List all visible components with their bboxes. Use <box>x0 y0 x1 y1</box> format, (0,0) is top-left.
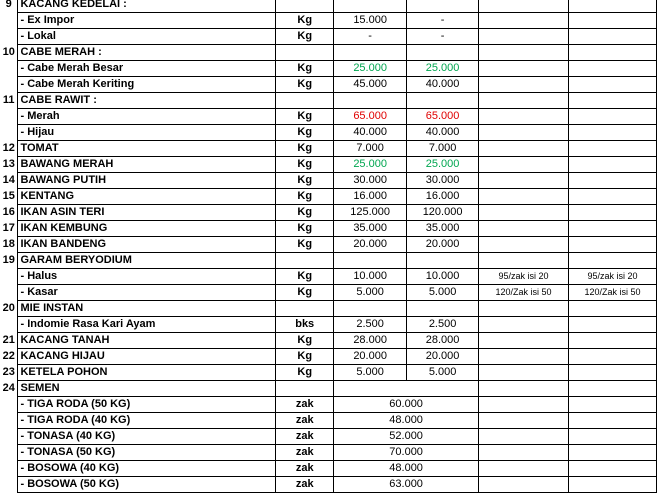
item-name-cell[interactable]: KETELA POHON <box>18 365 276 381</box>
table-row <box>0 269 657 285</box>
note-cell-2[interactable] <box>568 301 656 317</box>
price-cell-1[interactable]: 2.500 <box>334 317 407 333</box>
row-number-cell[interactable]: 11 <box>0 93 18 109</box>
row-number-cell[interactable]: 22 <box>0 349 18 365</box>
note-cell-2[interactable] <box>568 253 656 269</box>
note-cell-1[interactable] <box>479 413 569 429</box>
note-cell-1[interactable] <box>479 477 569 493</box>
price-cell-1[interactable]: 20.000 <box>334 237 407 253</box>
price-cell-1[interactable]: 25.000 <box>334 61 407 77</box>
note-cell-1[interactable]: 95/zak isi 20 <box>479 269 569 285</box>
item-name-cell[interactable]: - Cabe Merah Besar <box>18 61 276 77</box>
note-cell-2[interactable] <box>568 125 656 141</box>
row-number-cell[interactable] <box>0 125 18 141</box>
note-cell-1[interactable] <box>479 29 569 45</box>
table-row <box>0 253 657 269</box>
price-cell-2[interactable]: 5.000 <box>407 285 479 301</box>
item-name-cell[interactable]: MIE INSTAN <box>18 301 276 317</box>
unit-cell[interactable]: Kg <box>276 157 334 173</box>
price-cell-2[interactable]: 120.000 <box>407 205 479 221</box>
item-name-cell[interactable]: - Merah <box>18 109 276 125</box>
unit-cell[interactable]: Kg <box>276 285 334 301</box>
note-cell-1[interactable] <box>479 157 569 173</box>
unit-cell[interactable]: Kg <box>276 109 334 125</box>
note-cell-1[interactable] <box>479 461 569 477</box>
note-cell-2[interactable] <box>568 29 656 45</box>
unit-cell[interactable]: Kg <box>276 333 334 349</box>
note-cell-1[interactable] <box>479 445 569 461</box>
unit-cell[interactable] <box>276 253 334 269</box>
unit-cell[interactable]: Kg <box>276 141 334 157</box>
note-cell-2[interactable] <box>568 0 656 13</box>
table-row <box>0 285 657 301</box>
note-cell-1[interactable] <box>479 109 569 125</box>
row-number-cell[interactable]: 10 <box>0 45 18 61</box>
table-row <box>0 333 657 349</box>
table-row <box>0 221 657 237</box>
price-cell[interactable]: 52.000 <box>334 429 479 445</box>
note-cell-2[interactable] <box>568 189 656 205</box>
price-cell-1[interactable] <box>334 0 407 13</box>
note-cell-1[interactable] <box>479 301 569 317</box>
row-number-cell[interactable] <box>0 413 18 429</box>
unit-cell[interactable]: Kg <box>276 189 334 205</box>
item-name-cell[interactable]: CABE RAWIT : <box>18 93 276 109</box>
table-row <box>0 29 657 45</box>
table-row <box>0 413 657 429</box>
row-number-cell[interactable] <box>0 445 18 461</box>
price-cell-2[interactable]: 30.000 <box>407 173 479 189</box>
unit-cell[interactable] <box>276 93 334 109</box>
table-row <box>0 349 657 365</box>
row-number-cell[interactable]: 24 <box>0 381 18 397</box>
price-cell-2[interactable]: 65.000 <box>407 109 479 125</box>
item-name-cell[interactable]: - Indomie Rasa Kari Ayam <box>18 317 276 333</box>
note-cell-2[interactable] <box>568 109 656 125</box>
price-cell[interactable]: 48.000 <box>334 413 479 429</box>
price-cell-1[interactable]: 125.000 <box>334 205 407 221</box>
table-row <box>0 0 657 13</box>
table-row <box>0 461 657 477</box>
price-cell-1[interactable]: 65.000 <box>334 109 407 125</box>
item-name-cell[interactable]: - TONASA (40 KG) <box>18 429 276 445</box>
row-number-cell[interactable]: 19 <box>0 253 18 269</box>
note-cell-2[interactable] <box>568 381 656 397</box>
price-cell-1[interactable]: 40.000 <box>334 125 407 141</box>
item-name-cell[interactable]: KACANG KEDELAI : <box>18 0 276 13</box>
price-cell-2[interactable]: 7.000 <box>407 141 479 157</box>
table-row <box>0 477 657 493</box>
row-number-cell[interactable] <box>0 61 18 77</box>
table-row <box>0 77 657 93</box>
note-cell-2[interactable] <box>568 221 656 237</box>
item-name-cell[interactable]: - TIGA RODA (50 KG) <box>18 397 276 413</box>
note-cell-1[interactable] <box>479 429 569 445</box>
price-cell-2[interactable]: 25.000 <box>407 157 479 173</box>
unit-cell[interactable] <box>276 45 334 61</box>
note-cell-2[interactable] <box>568 173 656 189</box>
note-cell-1[interactable] <box>479 0 569 13</box>
note-cell-2[interactable] <box>568 141 656 157</box>
note-cell-2[interactable] <box>568 333 656 349</box>
table-row <box>0 61 657 77</box>
price-cell[interactable]: 63.000 <box>334 477 479 493</box>
table-row <box>0 397 657 413</box>
item-name-cell[interactable]: IKAN BANDENG <box>18 237 276 253</box>
price-cell-2[interactable]: 2.500 <box>407 317 479 333</box>
item-name-cell[interactable]: SEMEN <box>18 381 276 397</box>
price-cell[interactable]: 60.000 <box>334 397 479 413</box>
item-name-cell[interactable]: IKAN ASIN TERI <box>18 205 276 221</box>
item-name-cell[interactable]: - TONASA (50 KG) <box>18 445 276 461</box>
table-row <box>0 189 657 205</box>
note-cell-1[interactable] <box>479 317 569 333</box>
price-cell-1[interactable] <box>334 93 407 109</box>
table-row <box>0 93 657 109</box>
note-cell-1[interactable] <box>479 141 569 157</box>
note-cell-2[interactable] <box>568 397 656 413</box>
item-name-cell[interactable]: BAWANG PUTIH <box>18 173 276 189</box>
item-name-cell[interactable]: KACANG TANAH <box>18 333 276 349</box>
price-cell-1[interactable]: 30.000 <box>334 173 407 189</box>
price-cell-2[interactable]: 5.000 <box>407 365 479 381</box>
price-cell-1[interactable] <box>334 45 407 61</box>
row-number-cell[interactable]: 13 <box>0 157 18 173</box>
unit-cell[interactable]: Kg <box>276 173 334 189</box>
item-name-cell[interactable]: - TIGA RODA (40 KG) <box>18 413 276 429</box>
unit-cell[interactable]: Kg <box>276 205 334 221</box>
row-number-cell[interactable]: 12 <box>0 141 18 157</box>
item-name-cell[interactable]: - Lokal <box>18 29 276 45</box>
unit-cell[interactable]: zak <box>276 429 334 445</box>
note-cell-2[interactable] <box>568 77 656 93</box>
item-name-cell[interactable]: GARAM BERYODIUM <box>18 253 276 269</box>
price-cell-1[interactable]: 35.000 <box>334 221 407 237</box>
price-cell-1[interactable]: 15.000 <box>334 13 407 29</box>
item-name-cell[interactable]: - Halus <box>18 269 276 285</box>
table-row <box>0 365 657 381</box>
table-row <box>0 445 657 461</box>
price-cell-1[interactable]: 45.000 <box>334 77 407 93</box>
note-cell-1[interactable] <box>479 205 569 221</box>
price-cell-1[interactable]: 28.000 <box>334 333 407 349</box>
note-cell-2[interactable] <box>568 413 656 429</box>
note-cell-2[interactable] <box>568 461 656 477</box>
price-cell-2[interactable]: 40.000 <box>407 125 479 141</box>
price-cell-1[interactable] <box>334 301 407 317</box>
price-cell-1[interactable] <box>334 253 407 269</box>
item-name-cell[interactable]: - BOSOWA (50 KG) <box>18 477 276 493</box>
row-number-cell[interactable] <box>0 429 18 445</box>
price-cell-2[interactable]: 40.000 <box>407 77 479 93</box>
unit-cell[interactable]: Kg <box>276 61 334 77</box>
price-cell-2[interactable]: - <box>407 29 479 45</box>
price-cell-1[interactable]: 25.000 <box>334 157 407 173</box>
price-cell-1[interactable]: 10.000 <box>334 269 407 285</box>
row-number-cell[interactable] <box>0 13 18 29</box>
row-number-cell[interactable]: 18 <box>0 237 18 253</box>
unit-cell[interactable] <box>276 381 334 397</box>
note-cell-1[interactable] <box>479 61 569 77</box>
note-cell-2[interactable] <box>568 157 656 173</box>
row-number-cell[interactable]: 16 <box>0 205 18 221</box>
price-cell-2[interactable]: 20.000 <box>407 237 479 253</box>
unit-cell[interactable] <box>276 0 334 13</box>
price-cell-1[interactable]: 16.000 <box>334 189 407 205</box>
unit-cell[interactable]: Kg <box>276 125 334 141</box>
note-cell-1[interactable]: 120/Zak isi 50 <box>479 285 569 301</box>
item-name-cell[interactable]: - Hijau <box>18 125 276 141</box>
unit-cell[interactable]: Kg <box>276 365 334 381</box>
row-number-cell[interactable] <box>0 269 18 285</box>
price-cell[interactable]: 48.000 <box>334 461 479 477</box>
row-number-cell[interactable]: 17 <box>0 221 18 237</box>
table-row <box>0 141 657 157</box>
price-cell[interactable] <box>334 381 479 397</box>
table-row <box>0 237 657 253</box>
price-cell[interactable]: 70.000 <box>334 445 479 461</box>
table-row <box>0 109 657 125</box>
unit-cell[interactable]: Kg <box>276 29 334 45</box>
note-cell-1[interactable] <box>479 237 569 253</box>
item-name-cell[interactable]: - Ex Impor <box>18 13 276 29</box>
unit-cell[interactable]: zak <box>276 461 334 477</box>
note-cell-2[interactable] <box>568 317 656 333</box>
table-row <box>0 173 657 189</box>
row-number-cell[interactable] <box>0 29 18 45</box>
item-name-cell[interactable]: - BOSOWA (40 KG) <box>18 461 276 477</box>
price-cell-2[interactable] <box>407 0 479 13</box>
item-name-cell[interactable]: BAWANG MERAH <box>18 157 276 173</box>
note-cell-2[interactable]: 95/zak isi 20 <box>568 269 656 285</box>
note-cell-1[interactable] <box>479 333 569 349</box>
table-row <box>0 381 657 397</box>
note-cell-1[interactable] <box>479 397 569 413</box>
note-cell-2[interactable] <box>568 45 656 61</box>
table-row <box>0 429 657 445</box>
table-row <box>0 205 657 221</box>
row-number-cell[interactable]: 23 <box>0 365 18 381</box>
item-name-cell[interactable]: - Kasar <box>18 285 276 301</box>
unit-cell[interactable]: Kg <box>276 13 334 29</box>
item-name-cell[interactable]: TOMAT <box>18 141 276 157</box>
row-number-cell[interactable]: 15 <box>0 189 18 205</box>
note-cell-2[interactable] <box>568 349 656 365</box>
price-cell-2[interactable]: 20.000 <box>407 349 479 365</box>
row-number-cell[interactable]: 21 <box>0 333 18 349</box>
unit-cell[interactable]: Kg <box>276 349 334 365</box>
note-cell-2[interactable] <box>568 237 656 253</box>
table-row <box>0 157 657 173</box>
item-name-cell[interactable]: IKAN KEMBUNG <box>18 221 276 237</box>
note-cell-1[interactable] <box>479 93 569 109</box>
row-number-cell[interactable] <box>0 109 18 125</box>
row-number-cell[interactable] <box>0 285 18 301</box>
unit-cell[interactable]: zak <box>276 413 334 429</box>
table-row <box>0 13 657 29</box>
unit-cell[interactable]: Kg <box>276 77 334 93</box>
note-cell-1[interactable] <box>479 13 569 29</box>
price-cell-2[interactable] <box>407 45 479 61</box>
row-number-cell[interactable]: 9 <box>0 0 18 13</box>
item-name-cell[interactable]: KACANG HIJAU <box>18 349 276 365</box>
note-cell-1[interactable] <box>479 189 569 205</box>
price-cell-2[interactable]: 35.000 <box>407 221 479 237</box>
item-name-cell[interactable]: KENTANG <box>18 189 276 205</box>
note-cell-2[interactable] <box>568 13 656 29</box>
note-cell-2[interactable] <box>568 445 656 461</box>
note-cell-1[interactable] <box>479 365 569 381</box>
unit-cell[interactable]: zak <box>276 445 334 461</box>
unit-cell[interactable]: zak <box>276 477 334 493</box>
price-cell-2[interactable] <box>407 93 479 109</box>
note-cell-1[interactable] <box>479 173 569 189</box>
item-name-cell[interactable]: - Cabe Merah Keriting <box>18 77 276 93</box>
table-row <box>0 301 657 317</box>
price-cell-2[interactable] <box>407 301 479 317</box>
table-row <box>0 125 657 141</box>
note-cell-1[interactable] <box>479 349 569 365</box>
note-cell-1[interactable] <box>479 45 569 61</box>
item-name-cell[interactable]: CABE MERAH : <box>18 45 276 61</box>
note-cell-1[interactable] <box>479 125 569 141</box>
table-row <box>0 45 657 61</box>
note-cell-1[interactable] <box>479 77 569 93</box>
row-number-cell[interactable] <box>0 317 18 333</box>
note-cell-2[interactable] <box>568 205 656 221</box>
price-cell-2[interactable]: 10.000 <box>407 269 479 285</box>
note-cell-1[interactable] <box>479 221 569 237</box>
note-cell-2[interactable] <box>568 429 656 445</box>
unit-cell[interactable] <box>276 301 334 317</box>
price-cell-2[interactable]: 16.000 <box>407 189 479 205</box>
price-cell-2[interactable]: 28.000 <box>407 333 479 349</box>
table-row <box>0 317 657 333</box>
price-cell-1[interactable]: - <box>334 29 407 45</box>
price-cell-2[interactable]: - <box>407 13 479 29</box>
row-number-cell[interactable]: 20 <box>0 301 18 317</box>
note-cell-1[interactable] <box>479 253 569 269</box>
note-cell-1[interactable] <box>479 381 569 397</box>
unit-cell[interactable]: bks <box>276 317 334 333</box>
row-number-cell[interactable] <box>0 397 18 413</box>
row-number-cell[interactable]: 14 <box>0 173 18 189</box>
price-cell-1[interactable]: 7.000 <box>334 141 407 157</box>
row-number-cell[interactable] <box>0 461 18 477</box>
row-number-cell[interactable] <box>0 77 18 93</box>
note-cell-2[interactable] <box>568 477 656 493</box>
unit-cell[interactable]: Kg <box>276 269 334 285</box>
price-cell-2[interactable]: 25.000 <box>407 61 479 77</box>
note-cell-2[interactable]: 120/Zak isi 50 <box>568 285 656 301</box>
note-cell-2[interactable] <box>568 61 656 77</box>
price-cell-1[interactable]: 20.000 <box>334 349 407 365</box>
unit-cell[interactable]: zak <box>276 397 334 413</box>
row-number-cell[interactable] <box>0 477 18 493</box>
price-cell-1[interactable]: 5.000 <box>334 365 407 381</box>
price-cell-2[interactable] <box>407 253 479 269</box>
unit-cell[interactable]: Kg <box>276 237 334 253</box>
price-cell-1[interactable]: 5.000 <box>334 285 407 301</box>
unit-cell[interactable]: Kg <box>276 221 334 237</box>
note-cell-2[interactable] <box>568 93 656 109</box>
note-cell-2[interactable] <box>568 365 656 381</box>
